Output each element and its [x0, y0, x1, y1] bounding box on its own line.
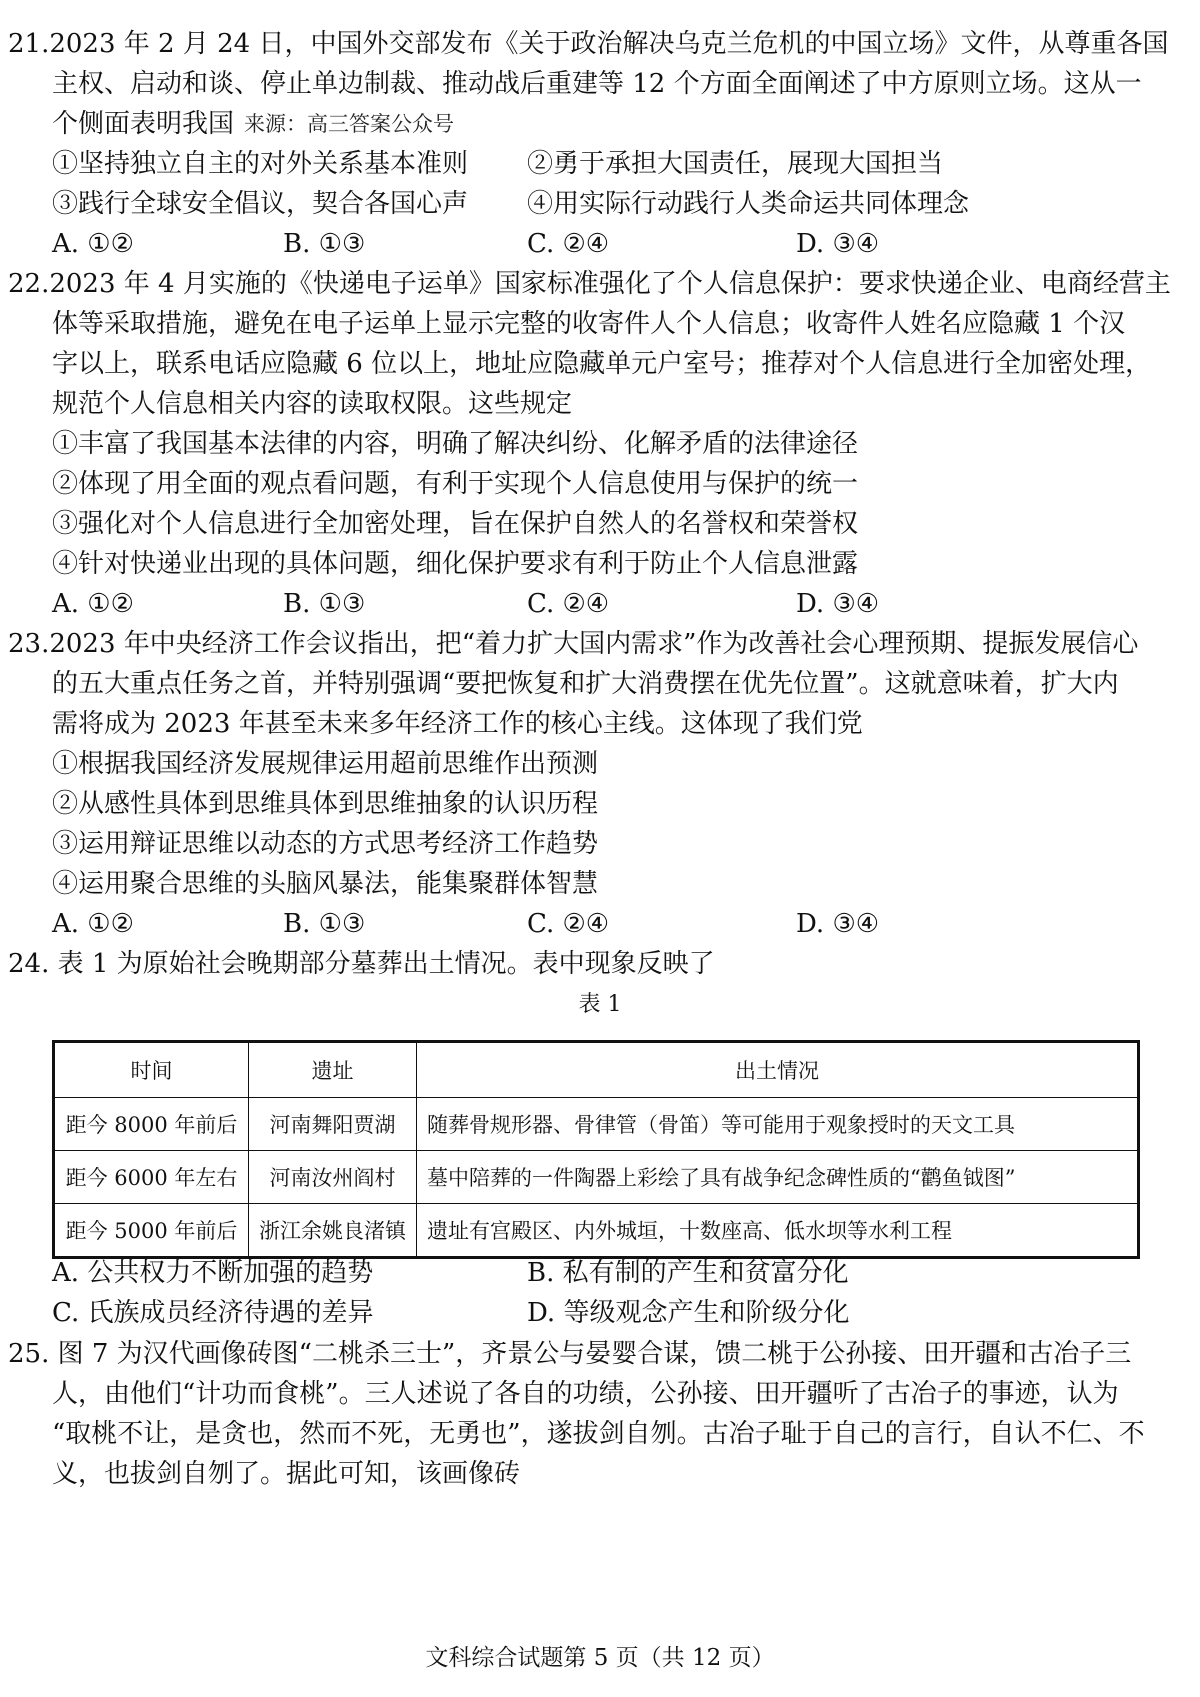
question-stem-line: 25. 图 7 为汉代画像砖图“二桃杀三士”，齐景公与晏婴合谋，馈二桃于公孙接、田开疆和古冶子三 — [8, 1339, 1132, 1369]
table-cell: 距今 5000 年前后 — [54, 1204, 249, 1258]
question-stem-line: 字以上，联系电话应隐藏 6 位以上，地址应隐藏单元户室号；推荐对个人信息进行全加密处理， — [52, 349, 1152, 379]
statement-item: ②从感性具体到思维具体到思维抽象的认识历程 — [52, 789, 599, 819]
statement-item: ③运用辩证思维以动态的方式思考经济工作趋势 — [52, 829, 599, 859]
question-stem-line: 规范个人信息相关内容的读取权限。这些规定 — [52, 389, 573, 419]
question-stem-line: 21.2023 年 2 月 24 日，中国外交部发布《关于政治解决乌克兰危机的中国立场》文件，从尊重各国 — [8, 29, 1169, 59]
option-a: A. 公共权力不断加强的趋势 — [52, 1258, 374, 1288]
table-cell: 浙江余姚良渚镇 — [249, 1204, 417, 1258]
table-header-cell: 时间 — [54, 1042, 249, 1098]
statement-row — [0, 184, 1200, 224]
option-d: D. ③④ — [796, 589, 880, 619]
question-stem-line: 义，也拔剑自刎了。据此可知，该画像砖 — [52, 1459, 521, 1489]
answer-options — [0, 224, 1200, 264]
option-a: A. ①② — [52, 229, 134, 259]
statement-item: ④运用聚合思维的头脑风暴法，能集聚群体智慧 — [52, 869, 599, 899]
table-row — [54, 1151, 1139, 1204]
table-cell: 遗址有宫殿区、内外城垣，十数座高、低水坝等水利工程 — [417, 1204, 1139, 1258]
statement-item: ①坚持独立自主的对外关系基本准则 — [52, 149, 469, 179]
statement-item: ③践行全球安全倡议，契合各国心声 — [52, 189, 469, 219]
option-c: C. ②④ — [527, 589, 610, 619]
question-stem-line: 需将成为 2023 年甚至未来多年经济工作的核心主线。这体现了我们党 — [52, 709, 863, 739]
table-header-cell: 遗址 — [249, 1042, 417, 1098]
option-b: B. 私有制的产生和贫富分化 — [527, 1258, 849, 1288]
watermark-text: 来源：高三答案公众号 — [244, 112, 454, 136]
table-cell: 河南汝州阎村 — [249, 1151, 417, 1204]
statement-item: ①根据我国经济发展规律运用超前思维作出预测 — [52, 749, 599, 779]
option-c: C. 氏族成员经济待遇的差异 — [52, 1298, 374, 1328]
table-header-cell: 出土情况 — [417, 1042, 1139, 1098]
table-header-row — [54, 1042, 1139, 1098]
page-footer: 文科综合试题第 5 页（共 12 页） — [425, 1645, 775, 1671]
table-cell: 距今 6000 年左右 — [54, 1151, 249, 1204]
data-table — [52, 1040, 1140, 1259]
table-cell: 墓中陪葬的一件陶器上彩绘了具有战争纪念碑性质的“鹳鱼钺图” — [417, 1151, 1139, 1204]
table-caption: 表 1 — [578, 992, 622, 1017]
answer-options — [0, 1293, 1200, 1333]
option-d: D. ③④ — [796, 909, 880, 939]
question-stem-line: 个侧面表明我国 来源：高三答案公众号 — [0, 104, 1200, 144]
option-c: C. ②④ — [527, 229, 610, 259]
answer-options — [0, 1253, 1200, 1293]
option-b: B. ①③ — [283, 589, 366, 619]
table-cell: 河南舞阳贾湖 — [249, 1098, 417, 1151]
statement-item: ③强化对个人信息进行全加密处理，旨在保护自然人的名誉权和荣誉权 — [52, 509, 859, 539]
option-b: B. ①③ — [283, 909, 366, 939]
option-b: B. ①③ — [283, 229, 366, 259]
option-d: D. 等级观念产生和阶级分化 — [527, 1298, 850, 1328]
table-row — [54, 1098, 1139, 1151]
option-d: D. ③④ — [796, 229, 880, 259]
statement-item: ④用实际行动践行人类命运共同体理念 — [527, 189, 970, 219]
question-stem-line: 24. 表 1 为原始社会晚期部分墓葬出土情况。表中现象反映了 — [8, 949, 715, 979]
question-stem-line: “取桃不让，是贪也，然而不死，无勇也”，遂拔剑自刎。古冶子耻于自己的言行，自认不仁、不 — [52, 1419, 1145, 1449]
question-stem-line: 22.2023 年 4 月实施的《快递电子运单》国家标准强化了个人信息保护：要求快递企业、电商经营主 — [8, 269, 1171, 299]
statement-item: ②体现了用全面的观点看问题，有利于实现个人信息使用与保护的统一 — [52, 469, 859, 499]
option-c: C. ②④ — [527, 909, 610, 939]
answer-options — [0, 904, 1200, 944]
statement-item: ②勇于承担大国责任，展现大国担当 — [527, 149, 944, 179]
statement-item: ①丰富了我国基本法律的内容，明确了解决纠纷、化解矛盾的法律途径 — [52, 429, 859, 459]
question-stem-line: 主权、启动和谈、停止单边制裁、推动战后重建等 12 个方面全面阐述了中方原则立场。这从一 — [52, 69, 1142, 99]
option-a: A. ①② — [52, 909, 134, 939]
table-cell: 距今 8000 年前后 — [54, 1098, 249, 1151]
table-row — [54, 1204, 1139, 1258]
question-stem-line: 的五大重点任务之首，并特别强调“要把恢复和扩大消费摆在优先位置”。这就意味着，扩大内 — [52, 669, 1119, 699]
answer-options — [0, 584, 1200, 624]
statement-item: ④针对快递业出现的具体问题，细化保护要求有利于防止个人信息泄露 — [52, 549, 859, 579]
option-a: A. ①② — [52, 589, 134, 619]
question-stem-line: 人，由他们“计功而食桃”。三人述说了各自的功绩，公孙接、田开疆听了古冶子的事迹，认为 — [52, 1379, 1119, 1409]
question-stem-line: 23.2023 年中央经济工作会议指出，把“着力扩大国内需求”作为改善社会心理预期、提振发展信心 — [8, 629, 1139, 659]
statement-row — [0, 144, 1200, 184]
table-cell: 随葬骨规形器、骨律管（骨笛）等可能用于观象授时的天文工具 — [417, 1098, 1139, 1151]
question-stem-line: 体等采取措施，避免在电子运单上显示完整的收寄件人个人信息；收寄件人姓名应隐藏 1 个汉 — [52, 309, 1126, 339]
